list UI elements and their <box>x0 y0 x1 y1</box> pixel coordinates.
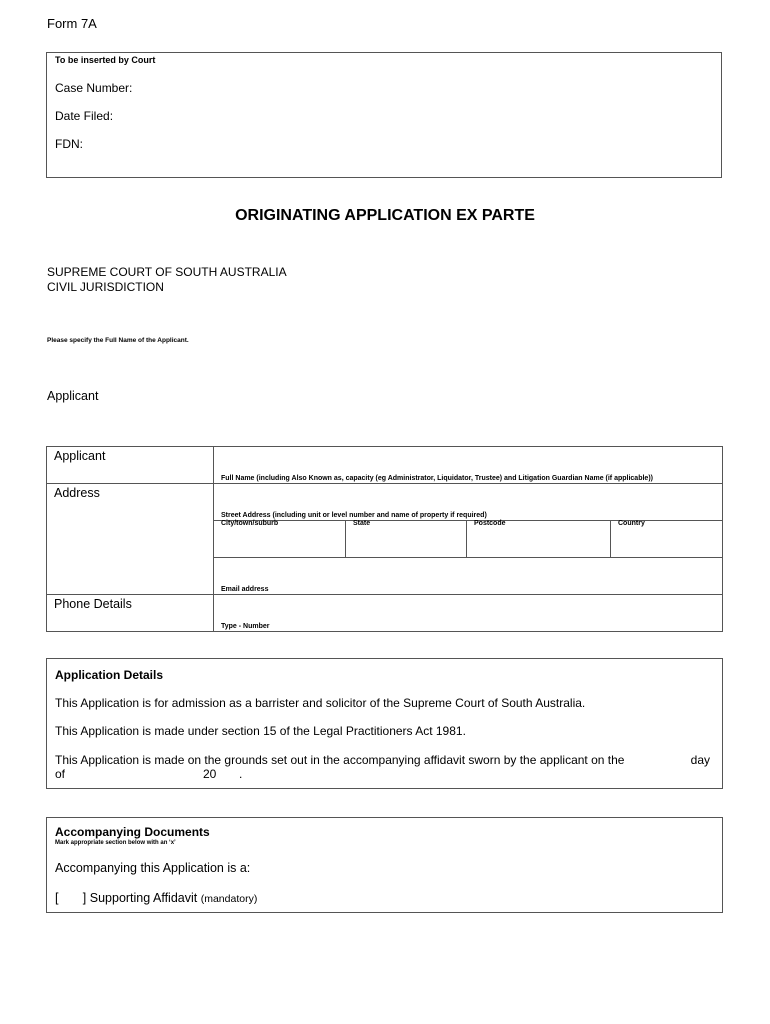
state-field[interactable] <box>346 521 467 557</box>
fdn-label: FDN: <box>55 137 83 151</box>
city-field[interactable] <box>214 521 346 557</box>
street-address-field[interactable] <box>214 484 723 521</box>
section-statement: This Application is made under section 15 of the Legal Practitioners Act 1981. <box>55 724 466 738</box>
supporting-affidavit-option <box>55 891 257 905</box>
full-name-field[interactable] <box>214 447 723 484</box>
accompanying-documents-box <box>46 817 723 913</box>
country-field[interactable] <box>611 521 722 557</box>
postcode-caption: Postcode <box>474 520 506 527</box>
court-use-box <box>46 52 722 178</box>
affidavit-checkbox[interactable]: [ ] <box>55 891 87 905</box>
date-period: . <box>239 767 243 781</box>
court-line-2: CIVIL JURISDICTION <box>47 280 164 294</box>
state-caption: State <box>353 520 371 527</box>
grounds-statement: This Application is made on the grounds set out in the accompanying affidavit sworn by the applicant on the <box>55 753 625 767</box>
applicant-label-text: Applicant <box>54 449 106 463</box>
email-field[interactable] <box>214 558 723 595</box>
applicant-instruction: Please specify the Full Name of the Applicant. <box>47 337 189 344</box>
postcode-field[interactable] <box>467 521 611 557</box>
applicant-row-label <box>47 447 214 484</box>
page-title: ORIGINATING APPLICATION EX PARTE <box>235 207 535 224</box>
applicant-details-table <box>46 446 723 632</box>
address-row-label <box>47 484 214 595</box>
phone-row-label <box>47 595 214 632</box>
address-label-text: Address <box>54 486 100 500</box>
court-box-header: To be inserted by Court <box>55 55 156 65</box>
country-caption: Country <box>618 520 645 527</box>
day-label: day <box>690 753 710 767</box>
phone-field[interactable] <box>214 595 723 632</box>
street-caption: Street Address (including unit or level number and name of property if required) <box>221 512 487 519</box>
affidavit-label: Supporting Affidavit <box>89 891 198 905</box>
court-name <box>47 265 287 295</box>
applicant-name-label: Applicant <box>47 389 99 403</box>
city-caption: City/town/suburb <box>221 520 279 527</box>
admission-statement: This Application is for admission as a barrister and solicitor of the Supreme Court of South Australia. <box>55 696 586 710</box>
mandatory-note: (mandatory) <box>200 893 258 905</box>
accompanying-documents-instruction: Mark appropriate section below with an ‘x’ <box>55 840 176 846</box>
accompanying-documents-heading: Accompanying Documents <box>55 825 210 839</box>
email-caption: Email address <box>221 586 269 593</box>
application-details-heading: Application Details <box>55 668 164 682</box>
form-number: Form 7A <box>47 16 97 31</box>
phone-label-text: Phone Details <box>54 597 132 611</box>
case-number-label: Case Number: <box>55 81 133 95</box>
year-prefix: 20 <box>203 767 217 781</box>
full-name-caption: Full Name (including Also Known as, capacity (eg Administrator, Liquidator, Trustee) and Litigation Guardian Name (if applicable)) <box>221 475 653 482</box>
application-details-box <box>46 658 723 789</box>
date-filed-label: Date Filed: <box>55 109 114 123</box>
court-line-1: SUPREME COURT OF SOUTH AUSTRALIA <box>47 265 287 279</box>
phone-caption: Type - Number <box>221 623 270 630</box>
accompanying-intro: Accompanying this Application is a: <box>55 861 251 875</box>
of-label: of <box>55 767 66 781</box>
